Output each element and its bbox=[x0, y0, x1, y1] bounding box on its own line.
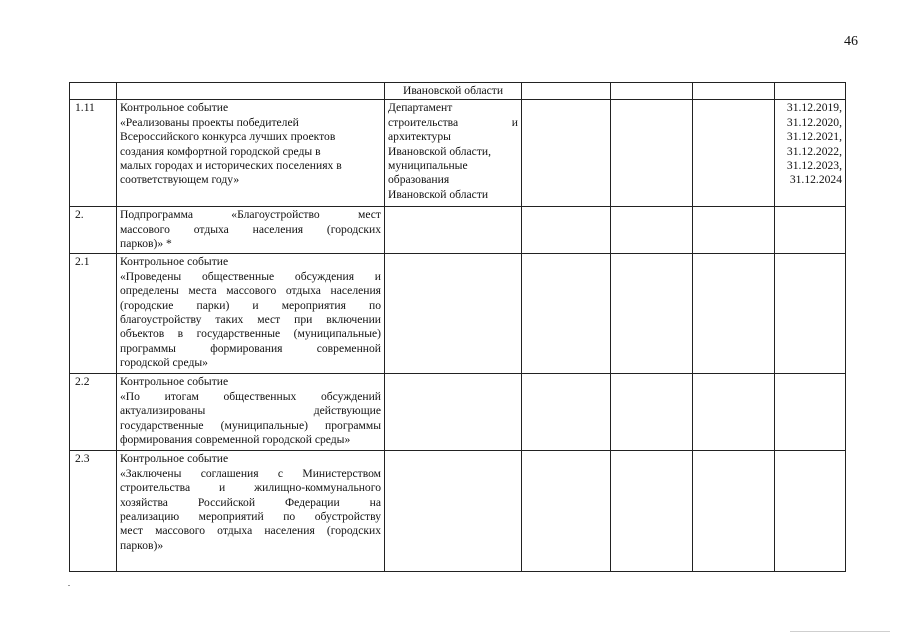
empty-cell bbox=[693, 374, 775, 451]
empty-cell bbox=[693, 100, 775, 207]
date-value: 31.12.2021, bbox=[786, 130, 842, 144]
executor-cell bbox=[385, 207, 522, 254]
event-cell bbox=[117, 207, 385, 254]
event-line: «Заключены соглашения с Министерством bbox=[120, 466, 381, 480]
table-row bbox=[70, 451, 846, 572]
scan-artifact bbox=[790, 631, 890, 632]
date-value: 31.12.2019, bbox=[786, 101, 842, 115]
control-events-table bbox=[69, 82, 846, 572]
executor-line: Ивановской области bbox=[388, 187, 489, 201]
dates-cell bbox=[775, 83, 846, 100]
executor-cell bbox=[385, 254, 522, 374]
event-line: «Реализованы проекты победителей bbox=[120, 115, 299, 129]
executor-line: строительства и bbox=[388, 115, 518, 129]
table-row bbox=[70, 374, 846, 451]
event-line: благоустройству таких мест при включении bbox=[120, 313, 381, 327]
row-number: 2.3 bbox=[70, 451, 117, 572]
empty-cell bbox=[522, 451, 611, 572]
event-line: мест массового отдыха населения (городских bbox=[120, 524, 381, 538]
table-row bbox=[70, 207, 846, 254]
event-line: определены места массового отдыха населения bbox=[120, 284, 381, 298]
event-line: Всероссийского конкурса лучших проектов bbox=[120, 130, 336, 144]
executor-cell bbox=[385, 374, 522, 451]
scan-artifact bbox=[68, 585, 70, 586]
event-line: (городские парки) и мероприятия по bbox=[120, 298, 381, 312]
table-row bbox=[70, 100, 846, 207]
executor-line: архитектуры bbox=[388, 130, 451, 144]
executor-line: Ивановской области, bbox=[388, 144, 491, 158]
empty-cell bbox=[611, 83, 693, 100]
row-number bbox=[70, 83, 117, 100]
row-number: 2.2 bbox=[70, 374, 117, 451]
event-line: хозяйства Российской Федерации на bbox=[120, 495, 381, 509]
event-line: программы формирования современной bbox=[120, 341, 381, 355]
event-line: реализацию мероприятий по обустройству bbox=[120, 510, 381, 524]
empty-cell bbox=[522, 207, 611, 254]
event-line: Контрольное событие bbox=[120, 452, 229, 466]
event-cell bbox=[117, 83, 385, 100]
date-value: 31.12.2020, bbox=[786, 115, 842, 129]
executor-cell bbox=[385, 83, 522, 100]
event-cell bbox=[117, 254, 385, 374]
event-line: объектов в государственные (муниципальные) bbox=[120, 327, 381, 341]
empty-cell bbox=[522, 254, 611, 374]
event-line: парков)» bbox=[120, 538, 164, 552]
table-row bbox=[70, 83, 846, 100]
event-line: массового отдыха населения (городских bbox=[120, 222, 381, 236]
executor-line: Ивановской области bbox=[402, 84, 504, 97]
event-line: Подпрограмма «Благоустройство мест bbox=[120, 208, 381, 222]
dates-cell bbox=[775, 451, 846, 572]
executor-line: муниципальные bbox=[388, 159, 468, 173]
date-value: 31.12.2024 bbox=[789, 173, 842, 187]
executor-cell bbox=[385, 100, 522, 207]
empty-cell bbox=[693, 207, 775, 254]
empty-cell bbox=[611, 100, 693, 207]
event-line: Контрольное событие bbox=[120, 101, 229, 115]
empty-cell bbox=[693, 83, 775, 100]
row-number: 2.1 bbox=[70, 254, 117, 374]
event-line: Контрольное событие bbox=[120, 255, 229, 269]
event-cell bbox=[117, 374, 385, 451]
executor-cell bbox=[385, 451, 522, 572]
empty-cell bbox=[611, 254, 693, 374]
page-number: 46 bbox=[844, 34, 858, 49]
empty-cell bbox=[522, 83, 611, 100]
dates-cell bbox=[775, 254, 846, 374]
event-line: Контрольное событие bbox=[120, 375, 229, 389]
dates-cell bbox=[775, 207, 846, 254]
event-line: актуализированы действующие bbox=[120, 404, 381, 418]
event-line: «Проведены общественные обсуждения и bbox=[120, 269, 381, 283]
empty-cell bbox=[611, 374, 693, 451]
dates-cell bbox=[775, 100, 846, 207]
empty-cell bbox=[611, 451, 693, 572]
event-line: городской среды» bbox=[120, 356, 208, 370]
dates-cell bbox=[775, 374, 846, 451]
event-line: создания комфортной городской среды в bbox=[120, 144, 321, 158]
empty-cell bbox=[522, 100, 611, 207]
empty-cell bbox=[693, 254, 775, 374]
executor-line: Департамент bbox=[388, 101, 453, 115]
event-line: соответствующем году» bbox=[120, 173, 240, 187]
empty-cell bbox=[611, 207, 693, 254]
event-line: государственные (муниципальные) программы bbox=[120, 418, 381, 432]
date-value: 31.12.2022, bbox=[786, 144, 842, 158]
event-line: строительства и жилищно-коммунального bbox=[120, 481, 381, 495]
row-number: 2. bbox=[70, 207, 117, 254]
executor-line: образования bbox=[388, 173, 450, 187]
empty-cell bbox=[693, 451, 775, 572]
event-line: парков)» * bbox=[120, 237, 172, 251]
date-value: 31.12.2023, bbox=[786, 159, 842, 173]
event-cell bbox=[117, 100, 385, 207]
event-line: малых городах и исторических поселениях в bbox=[120, 159, 342, 173]
event-cell bbox=[117, 451, 385, 572]
table-row bbox=[70, 254, 846, 374]
empty-cell bbox=[522, 374, 611, 451]
event-line: формирования современной городской среды» bbox=[120, 433, 351, 447]
row-number: 1.11 bbox=[70, 100, 117, 207]
event-line: «По итогам общественных обсуждений bbox=[120, 389, 381, 403]
